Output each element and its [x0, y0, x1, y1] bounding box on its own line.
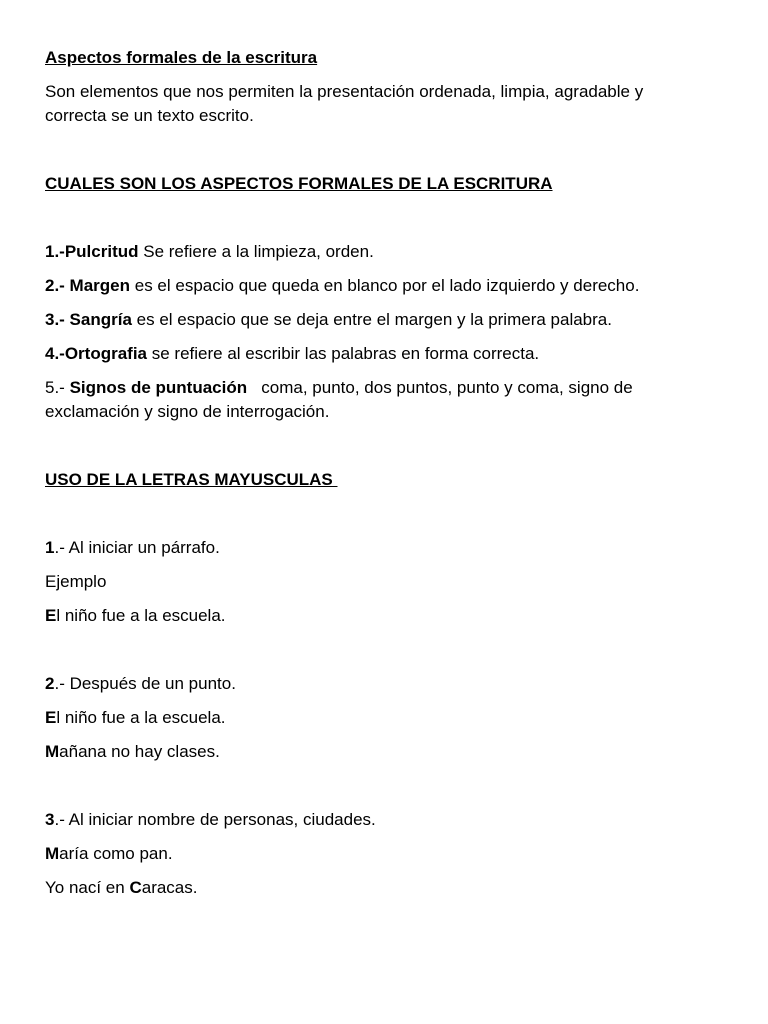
capital-letter: E — [45, 606, 57, 625]
example-label: Ejemplo — [45, 572, 107, 591]
capital-letter: E — [45, 708, 57, 727]
rule-1-example-1 — [45, 604, 725, 628]
aspect-text: Se refiere a la limpieza, orden. — [138, 242, 374, 261]
rule-text: .- Al iniciar un párrafo. — [54, 538, 220, 557]
aspect-item-margen — [45, 274, 725, 298]
example-prefix: Yo nací en — [45, 878, 130, 897]
document-title: Aspectos formales de la escritura — [45, 48, 318, 67]
aspect-term: Signos de puntuación — [69, 378, 248, 397]
uppercase-rule-3 — [45, 808, 725, 832]
uppercase-rule-2 — [45, 672, 725, 696]
capital-letter: M — [45, 742, 60, 761]
rule-2-example-1 — [45, 706, 725, 730]
example-rest: aracas. — [141, 878, 198, 897]
aspect-text: se refiere al escribir las palabras en forma correcta. — [147, 344, 540, 363]
rule-number: 3 — [45, 810, 55, 829]
example-rest: l niño fue a la escuela. — [56, 708, 226, 727]
aspect-text: es el espacio que se deja entre el margen y la primera palabra. — [131, 310, 612, 329]
document-page — [45, 46, 725, 900]
rule-2-example-2 — [45, 740, 725, 764]
aspect-item-sangria — [45, 308, 725, 332]
aspect-term: 2.- Margen — [45, 276, 131, 295]
aspect-text: es el espacio que queda en blanco por el lado izquierdo y derecho. — [130, 276, 640, 295]
rule-3-example-2 — [45, 876, 725, 900]
rule-text: .- Al iniciar nombre de personas, ciudades. — [54, 810, 376, 829]
capital-letter: C — [129, 878, 142, 897]
intro-line-1: Son elementos que nos permiten la presentación ordenada, limpia, agradable y — [45, 82, 644, 101]
aspect-prefix: 5.- — [45, 378, 70, 397]
aspect-item-ortografia — [45, 342, 725, 366]
example-rest: añana no hay clases. — [59, 742, 220, 761]
aspect-term: 1.-Pulcritud — [45, 242, 139, 261]
uppercase-rule-1 — [45, 536, 725, 560]
aspect-item-signos — [45, 376, 725, 400]
aspects-heading: CUALES SON LOS ASPECTOS FORMALES DE LA ESCRITURA — [45, 174, 553, 193]
aspect-term: 4.-Ortografia — [45, 344, 148, 363]
intro-line-2: correcta se un texto escrito. — [45, 106, 254, 125]
aspect-item-signos-line-2: exclamación y signo de interrogación. — [45, 402, 330, 421]
example-rest: l niño fue a la escuela. — [56, 606, 226, 625]
example-rest: aría como pan. — [59, 844, 173, 863]
rule-3-example-1 — [45, 842, 725, 866]
rule-number: 1 — [45, 538, 55, 557]
aspect-item-pulcritud — [45, 240, 725, 264]
capital-letter: M — [45, 844, 60, 863]
rule-text: .- Después de un punto. — [54, 674, 236, 693]
aspect-text: coma, punto, dos puntos, punto y coma, signo de — [247, 378, 633, 397]
uppercase-heading: USO DE LA LETRAS MAYUSCULAS — [45, 470, 338, 489]
aspect-term: 3.- Sangría — [45, 310, 132, 329]
rule-number: 2 — [45, 674, 55, 693]
